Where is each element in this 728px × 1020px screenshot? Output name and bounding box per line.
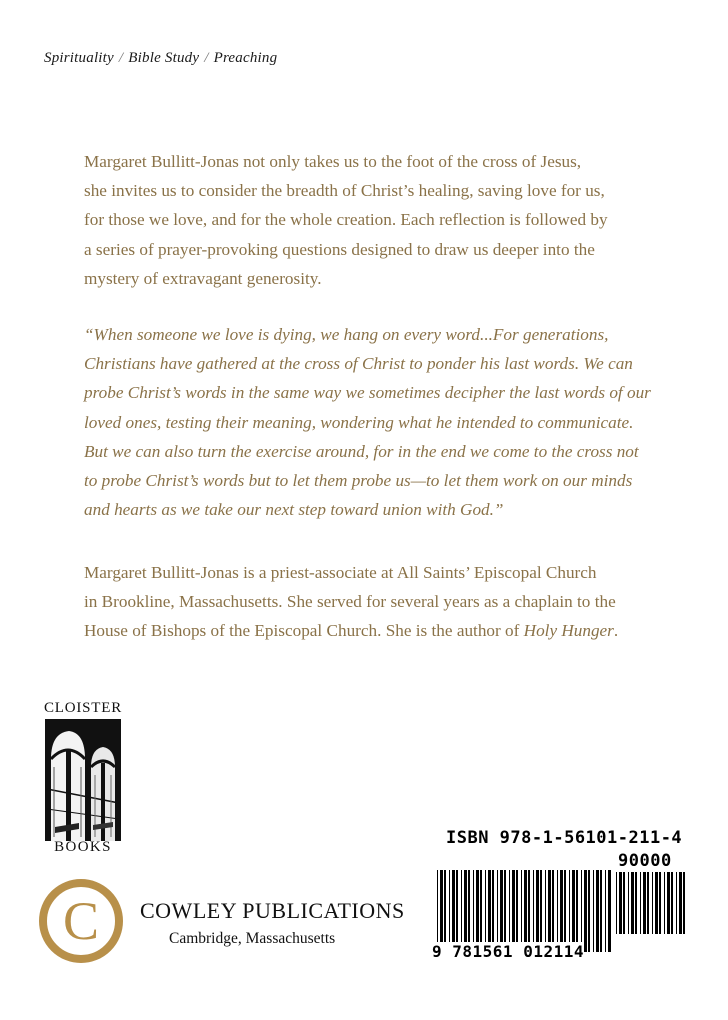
description-line: for those we love, and for the whole creation. Each reflection is followed by — [84, 210, 608, 230]
category-preaching: Preaching — [213, 50, 278, 66]
barcode-bar — [564, 870, 566, 952]
barcode-bar — [683, 872, 685, 934]
barcode-bar — [605, 870, 606, 952]
quote-line: probe Christ’s words in the same way we sometimes decipher the last words of our — [84, 383, 651, 403]
barcode-bar — [560, 870, 563, 952]
cowley-logo-letter: C — [62, 891, 100, 951]
description-line: mystery of extravagant generosity. — [84, 268, 322, 288]
isbn-barcode — [437, 870, 611, 952]
barcode-bar — [444, 870, 446, 952]
barcode-bar — [492, 870, 494, 952]
barcode-bar — [671, 872, 673, 934]
barcode-bar — [464, 870, 467, 952]
barcode-bar — [569, 870, 570, 952]
quote-line: “When someone we love is dying, we hang on every word...For generations, — [84, 325, 609, 344]
category-spirituality: Spirituality — [44, 50, 114, 66]
book-quote — [84, 320, 654, 524]
barcode-bar — [533, 870, 534, 952]
barcode-bar — [664, 872, 665, 934]
barcode-bar — [659, 872, 661, 934]
barcode-bar — [635, 872, 637, 934]
barcode-bar — [676, 872, 677, 934]
barcode-bar — [488, 870, 491, 952]
barcode-bar — [456, 870, 458, 952]
barcode-bar — [521, 870, 522, 952]
barcode-bar — [548, 870, 551, 952]
book-title-holy-hunger: Holy Hunger — [523, 621, 614, 641]
barcode-bar — [616, 872, 617, 934]
barcode-bar — [581, 870, 582, 952]
barcode-bar — [461, 870, 462, 952]
barcode-bar — [643, 872, 646, 934]
quote-line: to probe Christ’s words but to let them probe us—to let them work on our minds — [84, 471, 633, 491]
publisher-location: Cambridge, Massachusetts — [169, 930, 336, 947]
bio-line: in Brookline, Massachusetts. She served for several years as a chaplain to the — [84, 592, 616, 612]
category-bible-study: Bible Study — [128, 50, 200, 66]
barcode-bar — [628, 872, 629, 934]
barcode-bar — [552, 870, 554, 952]
barcode-bar — [504, 870, 506, 952]
cloister-books-logo — [38, 700, 128, 856]
category-separator: / — [204, 50, 209, 66]
barcode-bar — [449, 870, 450, 952]
barcode-bar — [452, 870, 455, 952]
cowley-c-logo-icon — [38, 878, 124, 964]
barcode-bar — [437, 870, 438, 952]
quote-line: Christians have gathered at the cross of Christ to ponder his last words. We can — [84, 354, 633, 374]
barcode-bar — [540, 870, 542, 952]
isbn-label: ISBN 978-1-56101-211-4 — [446, 828, 683, 848]
quote-line: loved ones, testing their meaning, wondering what he intended to communicate. — [84, 412, 634, 432]
barcode-bar — [516, 870, 518, 952]
price-addon-barcode — [616, 872, 688, 934]
barcode-bar — [545, 870, 546, 952]
barcode-bar — [576, 870, 578, 952]
barcode-bar — [667, 872, 670, 934]
barcode-bar — [647, 872, 649, 934]
barcode-bar — [485, 870, 486, 952]
bio-line — [84, 616, 654, 645]
barcode-bar — [623, 872, 625, 934]
bio-last-line-suffix: . — [613, 621, 619, 641]
barcode-bar — [440, 870, 443, 952]
barcode-bar — [468, 870, 470, 952]
bio-line: Margaret Bullitt-Jonas is a priest-associate at All Saints’ Episcopal Church — [84, 563, 597, 582]
publisher-name: COWLEY PUBLICATIONS — [140, 898, 405, 923]
barcode-bar — [557, 870, 558, 952]
barcode-bar — [596, 870, 599, 952]
barcode-bar — [631, 872, 634, 934]
barcode-bar — [608, 870, 611, 952]
quote-line: and hearts as we take our next step toward union with God.” — [84, 500, 504, 520]
bio-last-line-prefix: House of Bishops of the Episcopal Church. She is the author of — [84, 621, 524, 641]
cloister-arches-illustration — [45, 719, 121, 841]
barcode-bar — [640, 872, 641, 934]
price-code-label: 90000 — [618, 851, 672, 871]
barcode-bar — [619, 872, 622, 934]
barcode-bar — [655, 872, 658, 934]
barcode-bar — [497, 870, 498, 952]
barcode-bar — [593, 870, 594, 952]
barcode-bar — [584, 870, 587, 952]
barcode-bar — [600, 870, 602, 952]
barcode-bar — [528, 870, 530, 952]
barcode-bar — [473, 870, 474, 952]
category-separator: / — [118, 50, 124, 66]
author-bio — [84, 558, 654, 646]
barcode-bar — [536, 870, 539, 952]
category-list — [44, 50, 277, 67]
cloister-logo-top-word: CLOISTER — [43, 700, 123, 716]
barcode-bar — [480, 870, 482, 952]
quote-line: But we can also turn the exercise around, for in the end we come to the cross not — [84, 441, 639, 461]
barcode-bar — [512, 870, 515, 952]
description-line: a series of prayer-provoking questions designed to draw us deeper into the — [84, 239, 595, 259]
barcode-bar — [652, 872, 653, 934]
barcode-bar — [679, 872, 682, 934]
barcode-bar — [476, 870, 479, 952]
barcode-bar — [572, 870, 575, 952]
description-line: she invites us to consider the breadth of Christ’s healing, saving love for us, — [84, 181, 605, 201]
barcode-bar — [524, 870, 527, 952]
barcode-bar — [588, 870, 590, 952]
description-line: Margaret Bullitt-Jonas not only takes us to the foot of the cross of Jesus, — [84, 152, 582, 171]
cloister-logo-bottom-word: BOOKS — [54, 839, 112, 855]
barcode-bar — [509, 870, 510, 952]
book-description — [84, 147, 654, 293]
barcode-bar — [500, 870, 503, 952]
barcode-digits: 9 781561 012114 — [432, 942, 584, 961]
